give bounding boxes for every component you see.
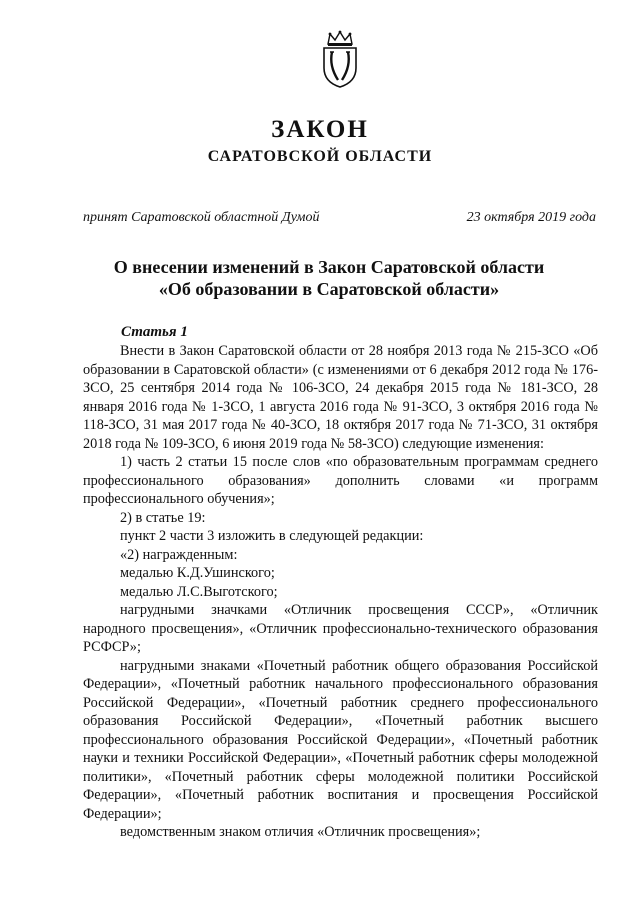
paragraph: Внести в Закон Саратовской области от 28 ноября 2013 года № 215-ЗСО «Об образовании в Саратовской области» (с изменениями от 6 декабря 2012 года № 176-ЗСО, 25 сентября 2014 года № 106-ЗСО, 24 декабря 2015 года № 181-ЗСО, 28 января 2016 года № 1-ЗСО, 1 августа 2016 года № 91-ЗСО, 3 октября 2016 года № 118-ЗСО, 31 мая 2017 года № 40-ЗСО, 18 октября 2017 года № 71-ЗСО, 31 октября 2018 года № 109-ЗСО, 6 июня 2019 года № 58-ЗСО) следующие изменения: bbox=[83, 343, 598, 452]
document-subtitle: САРАТОВСКОЙ ОБЛАСТИ bbox=[207, 148, 433, 165]
paragraph: медалью Л.С.Выготского; bbox=[120, 583, 278, 600]
paragraph: нагрудными значками «Отличник просвещения СССР», «Отличник народного просвещения», «Отличник профессионально-технического образования РСФСР»; bbox=[83, 602, 598, 655]
paragraph: медалью К.Д.Ушинского; bbox=[120, 565, 275, 581]
paragraph: 2) в статье 19: bbox=[120, 509, 206, 526]
paragraph: ведомственным знаком отличия «Отличник просвещения»; bbox=[120, 824, 481, 840]
law-title bbox=[60, 256, 598, 300]
paragraph: 1) часть 2 статьи 15 после слов «по образовательным программам среднего профессионального образования» дополнить словами «и программ профессионального обучения»; bbox=[83, 454, 598, 507]
paragraph: нагрудными знаками «Почетный работник общего образования Российской Федерации», «Почетный работник начального профессионального образования Российской Федерации», «Почетный работник среднего профессионального образования Российской Федерации», «Почетный работник высшего профессионального образования Российской Федерации», «Почетный работник науки и техники Российской Федерации», «Почетный работник сферы молодежной политики», «Почетный работник сферы молодежной политики Российской Федерации», «Почетный работник воспитания и просвещения Российской Федерации»; bbox=[83, 657, 598, 822]
paragraph: пункт 2 части 3 изложить в следующей редакции: bbox=[120, 528, 424, 544]
law-title-line-1: О внесении изменений в Закон Саратовской области bbox=[113, 257, 545, 277]
adopted-date: 23 октября 2019 года bbox=[466, 210, 596, 225]
article-heading: Статья 1 bbox=[121, 324, 188, 340]
paragraph: «2) награжденным: bbox=[120, 546, 238, 563]
coat-of-arms-icon bbox=[318, 30, 362, 88]
document-body bbox=[83, 342, 598, 842]
document-title: ЗАКОН bbox=[271, 116, 369, 143]
law-title-line-2: «Об образовании в Саратовской области» bbox=[158, 279, 500, 299]
adopted-by: принят Саратовской областной Думой bbox=[83, 210, 320, 225]
